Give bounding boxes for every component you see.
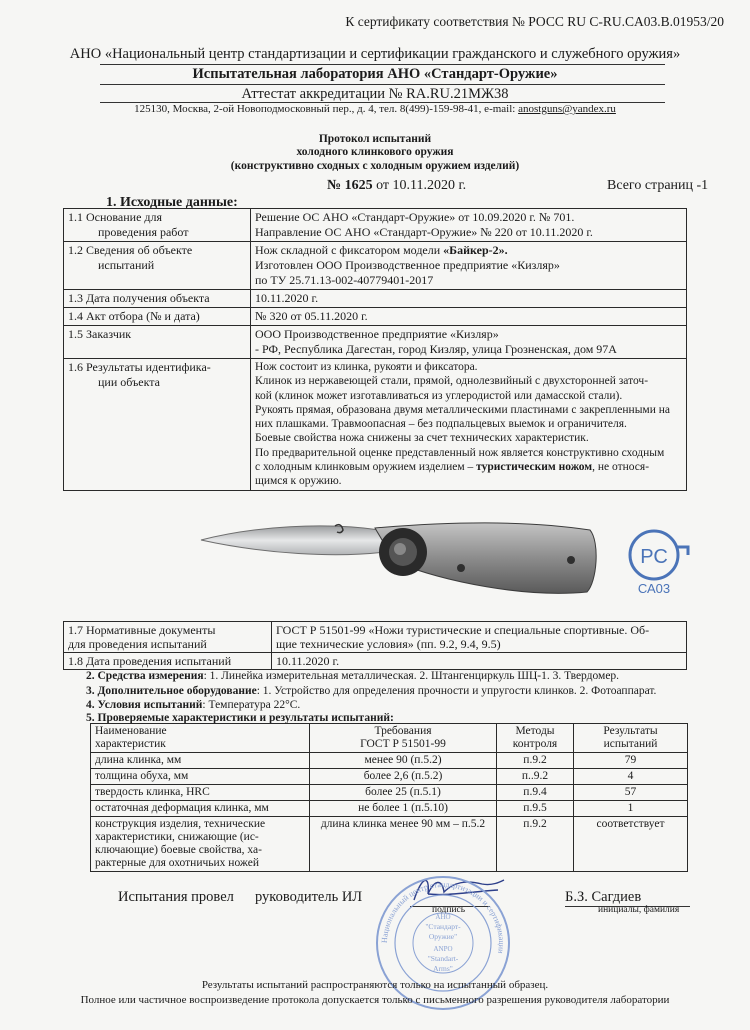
table-row xyxy=(64,290,687,308)
svg-text:ANPO: ANPO xyxy=(433,945,453,953)
measurement-tools: 2. Средства измерения: 1. Линейка измерительная металлическая. 2. Штангенциркуль ШЦ-1. 3. Твердомер. xyxy=(86,670,620,682)
header-methods: Методы контроля xyxy=(497,724,574,753)
initial-data-table xyxy=(63,208,687,491)
row-label: 1.7 Нормативные документы для проведения испытаний xyxy=(64,622,272,653)
table-row xyxy=(64,308,687,326)
table-row: конструкция изделия, технические характеристики, снижающие (ис- ключающие) боевые свойства, ха- рактерные для охотничьих ножей длина клинка менее 90 мм – п.5.2 п.9.2 соответствует xyxy=(91,817,688,872)
rst-certification-logo xyxy=(622,525,692,597)
table-row: длина клинка, мм менее 90 (п.5.2) п.9.2 79 xyxy=(91,753,688,769)
protocol-title: Протокол испытаний xyxy=(318,133,432,145)
svg-text:СА03: СА03 xyxy=(637,581,671,596)
row-label: 1.5 Заказчик xyxy=(64,326,251,359)
row-value: Решение ОС АНО «Стандарт-Оружие» от 10.09.2020 г. № 701. Направление ОС АНО «Стандарт-Оружие» № 220 от 10.11.2020 г. xyxy=(251,209,687,242)
row-label: 1.4 Акт отбора (№ и дата) xyxy=(64,308,251,326)
results-title: 5. Проверяемые характеристики и результаты испытаний: xyxy=(86,712,394,724)
row-value: ООО Производственное предприятие «Кизляр» - РФ, Республика Дагестан, город Кизляр, улица Грозненская, дом 97А xyxy=(251,326,687,359)
normative-table xyxy=(63,621,687,670)
table-row: остаточная деформация клинка, мм не более 1 (п.5.10) п.9.5 1 xyxy=(91,801,688,817)
extra-equipment: 3. Дополнительное оборудование: 1. Устройство для определения прочности и упругости клинков. 2. Фотоаппарат. xyxy=(86,685,657,697)
svg-text:"Standart-: "Standart- xyxy=(427,954,459,963)
row-label: 1.8 Дата проведения испытаний xyxy=(64,653,272,670)
footer-line-1: Результаты испытаний распространяются только на испытанный образец. xyxy=(201,979,549,991)
certificate-reference: К сертификату соответствия № РОСС RU C-RU.CA03.B.01953/20 xyxy=(345,14,724,29)
laboratory-name: Испытательная лаборатория АНО «Стандарт-Оружие» xyxy=(192,66,558,82)
round-seal xyxy=(373,873,513,1013)
row-value: 10.11.2020 г. xyxy=(272,653,687,670)
signer-name: Б.З. Сагдиев xyxy=(565,889,642,905)
table-row xyxy=(64,209,687,242)
header-rule-2 xyxy=(100,84,665,85)
row-value: ГОСТ Р 51501-99 «Ножи туристические и специальные спортивные. Об- щие технические условия» (пп. 9.2, 9.4, 9.5) xyxy=(272,622,687,653)
row-label: 1.1 Основание для проведения работ xyxy=(64,209,251,242)
svg-text:Оружие": Оружие" xyxy=(428,932,458,941)
protocol-subtitle: холодного клинкового оружия xyxy=(296,146,454,158)
signer-role: руководитель ИЛ xyxy=(255,889,363,905)
section1-title: 1. Исходные данные: xyxy=(106,195,238,210)
conducted-by: Испытания провел xyxy=(118,889,234,905)
email-link[interactable]: anostguns@yandex.ru xyxy=(518,103,616,115)
initials-caption: инициалы, фамилия xyxy=(598,905,680,915)
header-results: Результаты испытаний xyxy=(574,724,688,753)
table-row xyxy=(64,653,687,670)
row-value: Нож состоит из клинка, рукояти и фиксатора. Клинок из нержавеющей стали, прямой, однолезвийный с двухсторонней заточ- кой (клинок может изготавливаться из углеродистой или дамасской стали). Рукоять прямая, образована двумя металлическими пластинами с закрепленными на них плашками. Травмоопасная – без подпальцевых выемок и ограничителя. Боевые свойства ножа снижены за счет технических характеристик. По предварительной оценке представленный нож является конструктивно сходным с холодным клинковым оружием изделием – туристическим ножом, не относя- щимся к оружию. xyxy=(251,359,687,491)
svg-text:Национальный центр стандартиза: Национальный центр стандартизации и сертификации xyxy=(379,879,507,955)
row-value: Нож складной с фиксатором модели «Байкер-2». Изготовлен ООО Производственное предприятие «Кизляр» по ТУ 25.71.13-002-40779401-2017 xyxy=(251,242,687,290)
header-requirements: Требования ГОСТ Р 51501-99 xyxy=(310,724,497,753)
row-value: 10.11.2020 г. xyxy=(251,290,687,308)
row-label: 1.3 Дата получения объекта xyxy=(64,290,251,308)
table-row xyxy=(64,242,687,290)
svg-text:"Стандарт-: "Стандарт- xyxy=(425,922,461,931)
organization-name: АНО «Национальный центр стандартизации и сертификации гражданского и служебного оружия» xyxy=(69,46,681,62)
page-count: Всего страниц -1 xyxy=(607,178,709,193)
row-label: 1.2 Сведения об объекте испытаний xyxy=(64,242,251,290)
table-row xyxy=(64,359,687,491)
table-row xyxy=(64,326,687,359)
test-conditions: 4. Условия испытаний: Температура 22°С. xyxy=(86,699,301,711)
protocol-note: (конструктивно сходных с холодным оружием изделий) xyxy=(230,160,520,172)
protocol-number: № 1625 от 10.11.2020 г. xyxy=(327,178,467,193)
svg-text:РС: РС xyxy=(640,546,668,568)
header-name: Наименование характеристик xyxy=(91,724,310,753)
signature-caption: подпись xyxy=(432,905,466,915)
results-table xyxy=(90,723,688,872)
table-header-row xyxy=(91,724,688,753)
table-row: толщина обуха, мм более 2,6 (п.5.2) п..9.2 4 xyxy=(91,769,688,785)
svg-text:Arms": Arms" xyxy=(433,964,453,973)
table-row xyxy=(64,622,687,653)
knife-photo xyxy=(195,512,605,604)
table-row: твердость клинка, HRC более 25 (п.5.1) п.9.4 57 xyxy=(91,785,688,801)
row-value: № 320 от 05.11.2020 г. xyxy=(251,308,687,326)
accreditation: Аттестат аккредитации № RA.RU.21МЖ38 xyxy=(241,86,509,102)
knife-blade xyxy=(201,526,385,555)
address-line: 125130, Москва, 2-ой Новоподмосковный пер., д. 4, тел. 8(499)-159-98-41, e-mail: anostguns@yandex.ru xyxy=(134,103,616,115)
row-label: 1.6 Результаты идентифика- ции объекта xyxy=(64,359,251,491)
footer-line-2: Полное или частичное воспроизведение протокола допускается только с письменного разрешения руководителя лаборатории xyxy=(80,994,670,1006)
header-rule xyxy=(100,64,665,65)
svg-text:АНО: АНО xyxy=(435,913,451,921)
